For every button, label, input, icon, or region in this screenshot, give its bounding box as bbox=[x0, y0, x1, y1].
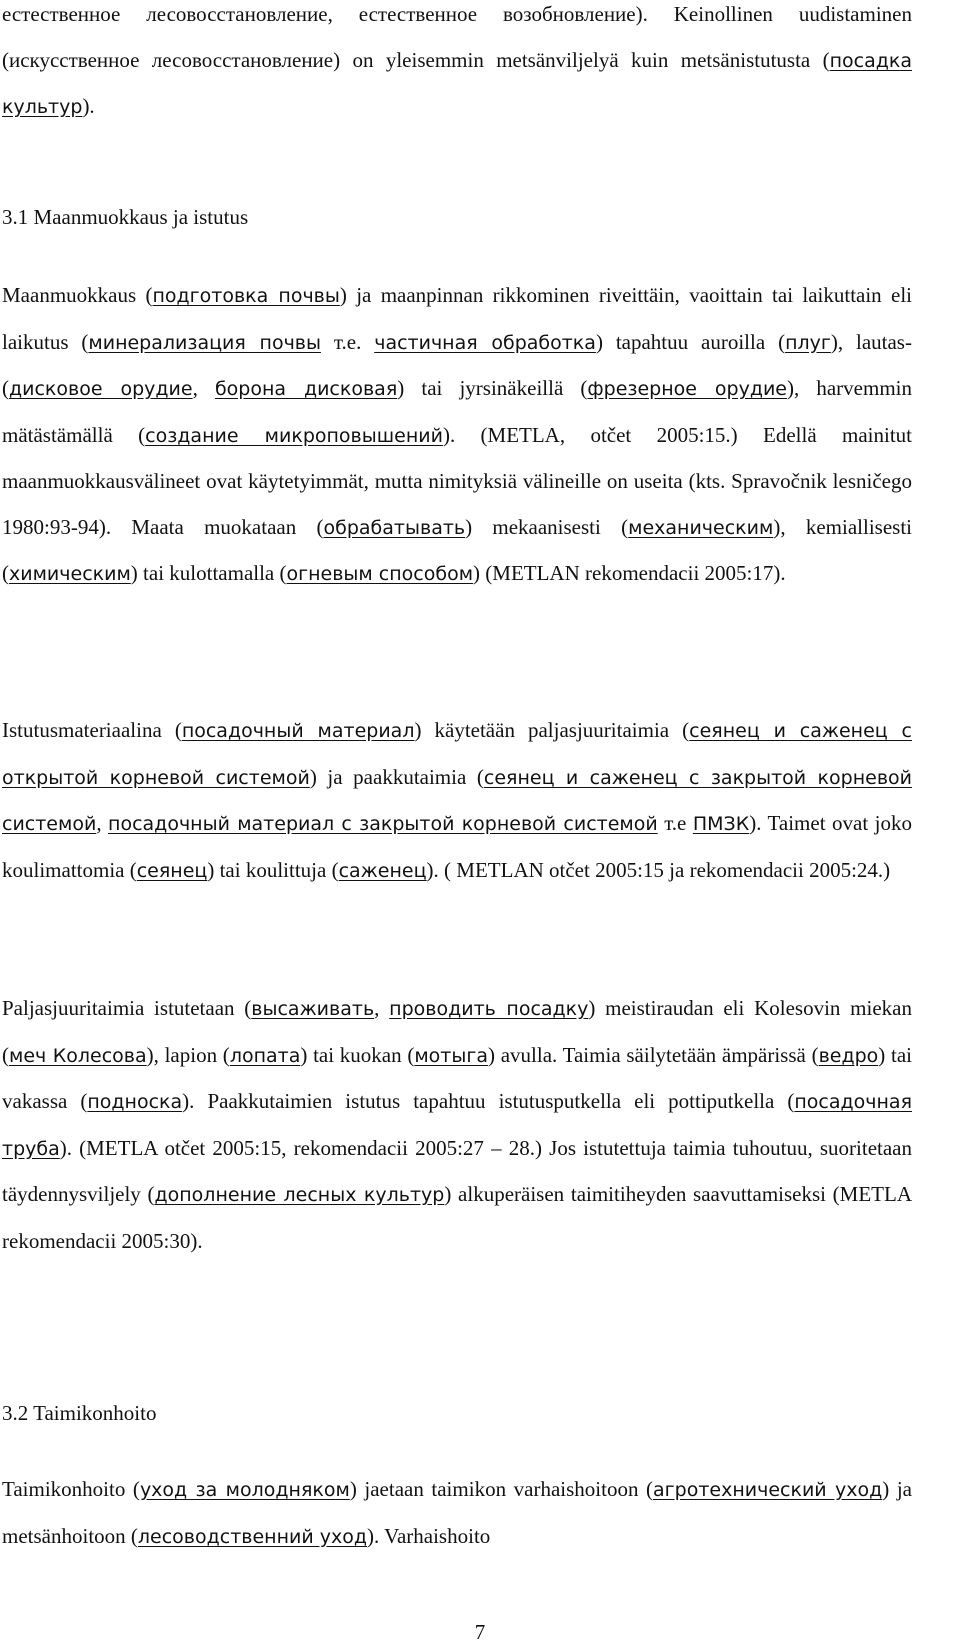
paragraph-intro bbox=[2, 0, 912, 131]
text-run: ) mekaanisesti ( bbox=[465, 514, 629, 539]
text-run: ) käytetään paljasjuuritaimia ( bbox=[414, 718, 690, 742]
text-run: естественное лесовосстановление, естественное возобновление). Keinollinen bbox=[2, 2, 773, 26]
russian-term: саженец bbox=[338, 859, 427, 882]
russian-term: плуг bbox=[785, 331, 831, 354]
text-run: , bbox=[192, 376, 215, 400]
russian-term: посадка культур bbox=[2, 49, 912, 118]
text-run: ) ja metsänhoitoon ( bbox=[2, 1477, 912, 1548]
russian-term: частичная обработка bbox=[374, 331, 596, 354]
text-run: т.е. bbox=[321, 329, 375, 354]
russian-term: посадочный материал bbox=[181, 720, 415, 742]
text-run: ). Varhaishoito bbox=[367, 1523, 491, 1548]
russian-term: лопата bbox=[229, 1044, 301, 1067]
text-run: ) tai jyrsinäkeillä ( bbox=[397, 376, 588, 400]
section-heading-3-2: 3.2 Taimikonhoito bbox=[2, 1401, 157, 1425]
paragraph-soil-preparation bbox=[2, 273, 912, 598]
russian-term: ведро bbox=[818, 1044, 879, 1067]
russian-term: высаживать bbox=[251, 998, 375, 1020]
russian-term: минерализация почвы bbox=[88, 331, 321, 354]
text-run: ). Taimet ovat joko koulimattomia ( bbox=[2, 811, 912, 882]
russian-term: сеянец bbox=[136, 859, 208, 882]
text-run: Paljasjuuritaimia istutetaan ( bbox=[2, 996, 252, 1020]
russian-term: огневым способом bbox=[286, 563, 474, 585]
text-run: ) ja maanpinnan rikkominen riveittäin, vaoittain tai laikuttain eli laikutus ( bbox=[2, 283, 913, 354]
text-run: ) avulla. Taimia säilytetään ämpärissä ( bbox=[488, 1042, 819, 1067]
text-run: ). (METLA, otčet 2005:15.) Edellä mainitut maanmuokkausvälineet ovat käytetyimmät, mutta nimityksiä välineille on useita (kts. Spravočnik lesničego 1980:93-94). Maata muokataan ( bbox=[2, 422, 912, 539]
russian-term: посадочная труба bbox=[2, 1091, 912, 1160]
russian-term: подноска bbox=[87, 1091, 183, 1113]
paragraph-planting-material bbox=[2, 708, 912, 894]
russian-term: дополнение лесных культур bbox=[154, 1184, 445, 1206]
text-run: Maanmuokkaus ( bbox=[2, 283, 153, 307]
text-run: ) tapahtuu auroilla ( bbox=[595, 329, 786, 354]
russian-term: фрезерное орудие bbox=[587, 378, 787, 400]
russian-term: агротехнический уход bbox=[653, 1479, 883, 1501]
russian-term: мотыга bbox=[414, 1044, 488, 1067]
russian-term: посадочный материал с закрытой корневой системой bbox=[108, 813, 658, 835]
russian-term: борона дисковая bbox=[214, 378, 398, 400]
russian-term: механическим bbox=[628, 516, 774, 539]
text-run: ) tai kuokan ( bbox=[300, 1042, 415, 1067]
text-run: Taimikonhoito ( bbox=[2, 1477, 140, 1501]
text-run: ) ja paakkutaimia ( bbox=[309, 764, 484, 789]
russian-term: ПМЗК bbox=[692, 813, 750, 835]
text-run: ) jaetaan taimikon varhaishoitoon ( bbox=[349, 1477, 654, 1501]
russian-term: создание микроповышений bbox=[145, 424, 443, 447]
text-run: , bbox=[374, 996, 390, 1020]
section-heading-3-1: 3.1 Maanmuokkaus ja istutus bbox=[2, 205, 249, 229]
text-run: , bbox=[96, 811, 109, 835]
text-run: ). (METLA otčet 2005:15, rekomendacii 2005:27 – 28.) Jos istutettuja taimia tuhoutuu, suoritetaan täydennysviljely ( bbox=[2, 1135, 912, 1206]
text-run: ) tai kulottamalla ( bbox=[130, 561, 287, 585]
text-run: ) tai koulittuja ( bbox=[207, 857, 339, 882]
russian-term: химическим bbox=[9, 563, 131, 585]
text-run: ), kemiallisesti ( bbox=[2, 514, 912, 585]
paragraph-stand-tending bbox=[2, 1467, 912, 1560]
russian-term: дисковое орудие bbox=[9, 378, 193, 400]
text-run: kuin metsänistutusta ( bbox=[631, 47, 830, 72]
russian-term: уход за молодняком bbox=[139, 1479, 350, 1501]
text-run: ) (METLAN rekomendacii 2005:17). bbox=[473, 561, 786, 585]
text-run: uudistaminen (искусственное лесовосстановление) on yleisemmin metsänviljelyä bbox=[2, 2, 912, 72]
text-run: ) meistiraudan eli Kolesovin miekan ( bbox=[2, 996, 912, 1067]
text-run: ), harvemmin mätästämällä ( bbox=[2, 376, 913, 447]
text-run: т.е bbox=[657, 811, 693, 835]
text-run: ). bbox=[82, 94, 95, 118]
russian-term: подготовка почвы bbox=[152, 285, 340, 307]
russian-term: меч Колесова bbox=[9, 1044, 147, 1067]
russian-term: сеянец и саженец с закрытой корневой системой bbox=[2, 766, 912, 835]
text-run: ) alkuperäisen taimitiheyden saavuttamiseksi (METLA rekomendacii 2005:30). bbox=[2, 1182, 912, 1253]
russian-term: сеянец и саженец с открытой корневой системой bbox=[2, 720, 912, 789]
paragraph-planting-tools bbox=[2, 986, 912, 1264]
text-run: Istutusmateriaalina ( bbox=[2, 718, 182, 742]
russian-term: лесоводственний уход bbox=[137, 1525, 368, 1548]
text-run: ). Paakkutaimien istutus tapahtuu istutusputkella eli pottiputkella ( bbox=[182, 1089, 795, 1113]
text-run: ), lautas- ( bbox=[2, 329, 912, 400]
russian-term: обрабатывать bbox=[323, 516, 466, 539]
text-run: ), lapion ( bbox=[146, 1042, 230, 1067]
russian-term: проводить посадку bbox=[389, 998, 589, 1020]
text-run: ) tai vakassa ( bbox=[2, 1042, 913, 1113]
page-number: 7 bbox=[474, 1620, 486, 1644]
text-run: ). ( METLAN otčet 2005:15 ja rekomendacii 2005:24.) bbox=[426, 857, 891, 882]
